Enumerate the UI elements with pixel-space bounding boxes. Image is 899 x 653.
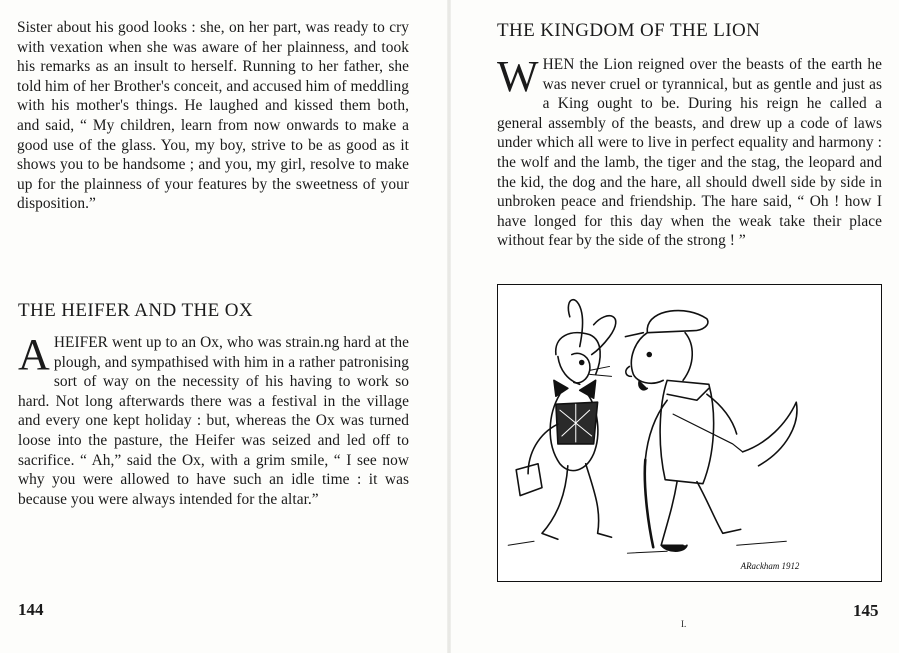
fable-text-kingdom-of-lion	[497, 52, 882, 251]
illustration-signature: ARackham 1912	[740, 561, 800, 572]
dog-figure	[625, 311, 797, 552]
fable-title-heifer-and-ox: THE HEIFER AND THE OX	[18, 300, 253, 321]
hare-figure	[516, 300, 616, 540]
opening-paragraph: Sister about his good looks : she, on her part, was ready to cry with vexation when she was aware of her plainness, and took his remarks as an insult to herself. Running to her father, she told him of her Brother's conceit, and accused him of meddling with his mother's things. He laughed and kissed them both, and said, “ My children, learn from now onwards to make a good use of the glass. You, my boy, strive to be as good as it shows you to be handsome ; and you, my girl, resolve to make up for the plainness of your features by the sweetness of your disposition.”	[17, 19, 409, 213]
illustration-drawing	[498, 285, 881, 581]
drop-cap: W	[497, 52, 539, 101]
drop-cap: A	[18, 330, 50, 379]
book-gutter	[447, 0, 451, 653]
fable-body: HEN the Lion reigned over the beasts of the earth he was never cruel or tyrannical, but as gentle and just as a King ought to be. During his reign he called a general assembly of the beasts, and drew up a code of laws under which all were to live in perfect equality and harmony : the wolf and the lamb, the tiger and the stag, the leopard and the kid, the dog and the hare, all should dwell side by side in unbroken peace and friendship. The hare said, “ Oh ! how I have longed for this day when the weak take their place without fear by the side of the strong ! ”	[497, 56, 882, 250]
fable-title-kingdom-of-lion: THE KINGDOM OF THE LION	[497, 20, 761, 41]
fable-text-heifer-and-ox	[18, 330, 409, 509]
illustration-hare-and-dog	[497, 284, 882, 582]
page-number-right: 145	[853, 601, 879, 620]
signature-marker: I.	[681, 619, 687, 629]
page-number-left: 144	[18, 600, 44, 619]
fable-body: HEIFER went up to an Ox, who was strain.ng hard at the plough, and sympathised with him in a rather patronising sort of way on the necessity of his having to work so hard. Not long afterwards there was a festival in the village and every one kept holiday : but, whereas the Ox was turned loose into the pasture, the Heifer was seized and led off to sacrifice. “ Ah,” said the Ox, with a grim smile, “ I see now why you were allowed to have such an idle time : it was because you were always intended for the altar.”	[18, 334, 409, 508]
